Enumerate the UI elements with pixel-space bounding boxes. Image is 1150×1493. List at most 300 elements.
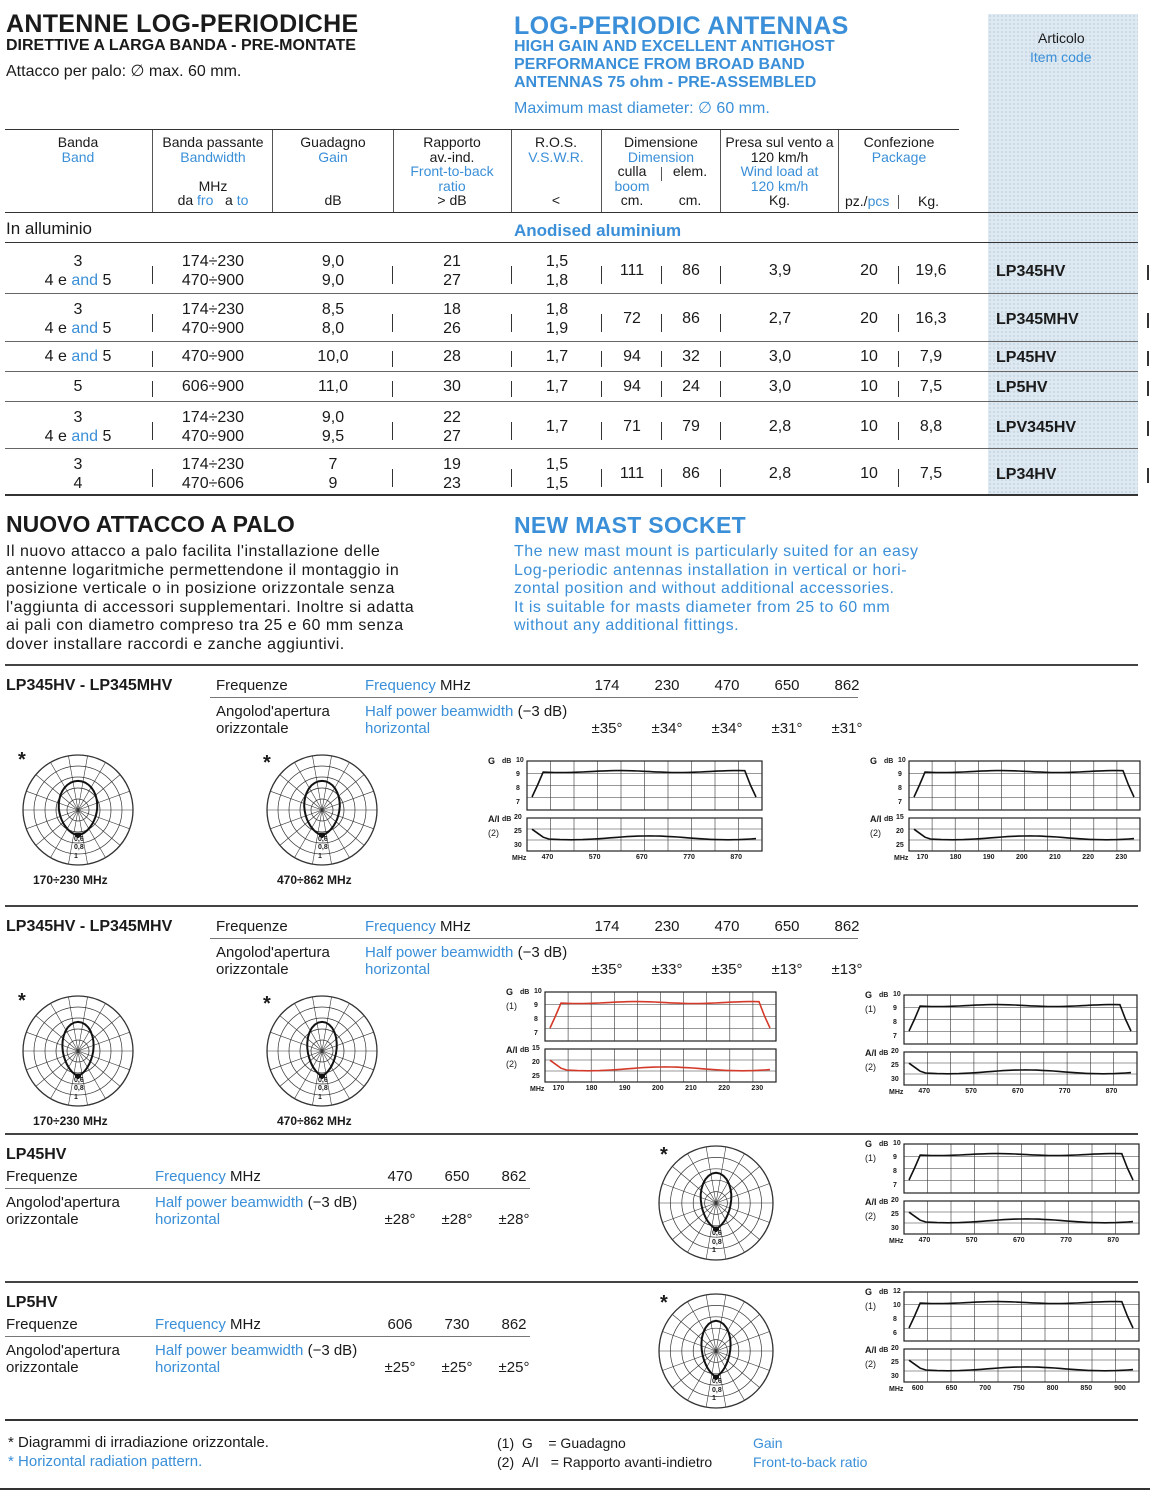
polar-scale-label: 0,6: [318, 1076, 328, 1084]
col-divider: [511, 130, 512, 212]
caption-uhf: 470÷862 MHz: [277, 873, 352, 887]
row-boom: 94: [623, 348, 641, 365]
angle-value: ±35°: [591, 720, 623, 737]
cell-divider: [511, 314, 512, 332]
x-tick: 670: [636, 854, 648, 861]
angle-label-1: Angolod'apertura: [6, 1342, 120, 1359]
freq-rule: [5, 1336, 530, 1337]
row-marker: [1147, 265, 1149, 280]
row-freq-2: 470÷606: [181, 475, 245, 492]
star-marker: *: [263, 993, 271, 1015]
row-gain-2: 10,0: [317, 348, 349, 365]
x-tick: 230: [1115, 854, 1128, 861]
cell-divider: [898, 469, 899, 487]
table-top-rule: [5, 129, 959, 130]
row-rule: [5, 448, 1138, 449]
horizontal-label: horizontal: [365, 720, 431, 737]
x-tick: 170: [552, 1085, 565, 1092]
cell-divider: [511, 351, 512, 367]
cell-divider: [898, 314, 899, 332]
hpbw-en: Half power beamwidth: [155, 1194, 304, 1211]
x-tick: 870: [730, 854, 743, 861]
ai-tick: 30: [514, 842, 522, 849]
band-text-en: and: [71, 272, 99, 289]
hpbw-label: [365, 944, 567, 961]
row-wind: 2,8: [768, 465, 792, 482]
sub-divider: [898, 195, 899, 209]
ai-note: (2): [506, 1059, 517, 1069]
cell-divider: [392, 381, 393, 397]
polar-scale-label: 0,6: [318, 835, 328, 843]
ai-note: (2): [865, 1359, 876, 1369]
mast-line-en: without any additional fittings.: [514, 617, 740, 635]
gain-axis-label: G: [865, 990, 873, 1000]
x-tick: 570: [588, 854, 601, 861]
row-pcs: 20: [860, 310, 878, 327]
cell-divider: [661, 469, 662, 487]
ai-tick: 30: [891, 1076, 899, 1083]
gain-tick: 10: [534, 988, 542, 995]
row-elem: 86: [682, 262, 700, 279]
cell-divider: [152, 351, 153, 367]
gain-tick: 12: [893, 1288, 901, 1295]
angle-value: ±34°: [711, 720, 743, 737]
row-freq-1: 174÷230: [181, 409, 245, 426]
cell-divider: [720, 381, 721, 397]
cell-divider: [152, 422, 153, 440]
gain-axis-label: G: [488, 756, 496, 766]
header-bottom-rule: [5, 212, 1138, 213]
row-vswr: 1,7: [545, 348, 569, 365]
x-tick: 190: [982, 854, 995, 861]
ai-chart: [908, 817, 1142, 853]
polar-scale-label: 1: [712, 1247, 716, 1255]
ai-tick: 15: [532, 1045, 540, 1052]
frequency-en: Frequency: [155, 1316, 226, 1333]
row-freq-2: 470÷900: [181, 272, 245, 289]
cell-divider: [720, 469, 721, 487]
footer-rule: [5, 1419, 1138, 1421]
row-marker: [1147, 421, 1149, 436]
ai-note: (2): [870, 828, 881, 838]
star-marker: *: [18, 749, 26, 771]
col-divider: [393, 130, 394, 212]
row-vswr-2: 1,8: [545, 272, 569, 289]
row-freq-2: 606÷900: [181, 378, 245, 395]
gain-axis-label: G: [506, 987, 514, 997]
mount-en: Maximum mast diameter: ∅ 60 mm.: [514, 100, 770, 117]
ai-tick: 25: [896, 842, 904, 849]
band-text: 5: [73, 378, 83, 395]
row-rule: [5, 401, 1138, 402]
x-tick: 210: [1049, 854, 1061, 861]
db-label: dB: [879, 1289, 889, 1296]
row-vswr-1: 1,5: [545, 456, 569, 473]
hpbw-label: [365, 703, 567, 720]
cell-divider: [392, 422, 393, 440]
row-elem: 86: [682, 465, 700, 482]
caption-vhf: 170÷230 MHz: [33, 1114, 108, 1128]
ai-tick: 25: [514, 828, 522, 835]
polar-scale-label: 0,6: [74, 835, 84, 843]
x-tick: 470: [918, 1088, 931, 1095]
angle-value: ±13°: [831, 961, 863, 978]
block-rule: [5, 905, 1138, 907]
cell-divider: [898, 351, 899, 367]
model-name: LP5HV: [6, 1294, 58, 1311]
row-band-2: [8, 320, 148, 338]
block-rule: [5, 1133, 1138, 1135]
mhz-axis-label: MHz: [512, 855, 527, 862]
row-kg: 8,8: [919, 418, 943, 435]
polar-pattern-uhf: [261, 749, 383, 871]
ai-axis-label: A/I: [870, 814, 882, 824]
mhz-unit: MHz: [440, 677, 471, 694]
row-vswr-2: 1,9: [545, 320, 569, 337]
row-boom: 71: [623, 418, 641, 435]
gain-tick: 7: [893, 1033, 897, 1040]
gain-axis-label: G: [870, 756, 878, 766]
ai-chart: [903, 1051, 1139, 1087]
ai-tick: 30: [891, 1373, 899, 1380]
band-text: 5: [98, 272, 112, 289]
hpbw-en: Half power beamwidth: [365, 944, 514, 961]
cell-divider: [661, 314, 662, 332]
minus3: (−3 dB): [307, 1194, 358, 1211]
row-gain-1: 9,0: [321, 253, 345, 270]
gain-axis-label: G: [865, 1139, 873, 1149]
gain-tick: 7: [898, 799, 902, 806]
frequenze-label: Frequenze: [6, 1316, 78, 1333]
row-item-code: LPV345HV: [996, 419, 1077, 436]
band-text: 5: [98, 428, 112, 445]
row-band-2: [8, 272, 148, 290]
th-bandwidth: Banda passante Bandwidth MHz da fro a to: [162, 134, 264, 208]
ai-tick: 20: [514, 814, 522, 821]
gain-chart: [903, 1143, 1141, 1195]
frequenze-label: Frequenze: [6, 1168, 78, 1185]
row-boom: 72: [623, 310, 641, 327]
mast-text-it: [6, 543, 414, 655]
gain-chart: [544, 991, 778, 1043]
row-wind: 3,0: [768, 378, 792, 395]
gain-tick: 10: [516, 757, 524, 764]
cell-divider: [601, 381, 602, 397]
ai-tick: 25: [891, 1062, 899, 1069]
row-gain-2: 9: [328, 475, 338, 492]
th-elem: elem. cm.: [672, 163, 708, 208]
row-ftb-2: 26: [443, 320, 461, 337]
polar-scale-label: 0,8: [74, 1085, 84, 1093]
angle-value: ±28°: [441, 1211, 473, 1228]
row-ftb-2: 27: [443, 428, 461, 445]
frequency-en: Frequency: [365, 918, 436, 935]
angle-value: ±25°: [441, 1359, 473, 1376]
block-rule: [5, 664, 1138, 666]
mhz-axis-label: MHz: [889, 1089, 904, 1096]
row-elem: 24: [682, 378, 700, 395]
mhz-axis-label: MHz: [894, 855, 909, 862]
freq-rule: [210, 938, 858, 939]
mast-line-it: ai pali con diametro compreso tra 25 e 60 mm senza: [6, 617, 404, 635]
mast-title-en: NEW MAST SOCKET: [514, 512, 746, 538]
row-ftb-1: 19: [443, 456, 461, 473]
col-divider: [720, 130, 721, 212]
gain-axis-label: G: [865, 1287, 873, 1297]
angle-label-1: Angolod'apertura: [6, 1194, 120, 1211]
ai-tick: 25: [891, 1211, 899, 1218]
th-windload: Presa sul vento a 120 km/h Wind load at 120 km/h Kg.: [725, 134, 834, 208]
row-vswr-2: 1,5: [545, 475, 569, 492]
gain-tick: 6: [893, 1330, 897, 1337]
cell-divider: [392, 351, 393, 367]
ai-axis-label: A/I: [865, 1345, 877, 1355]
gain-tick: 10: [893, 991, 901, 998]
freq-value: 230: [654, 677, 680, 694]
cell-divider: [601, 314, 602, 332]
hpbw-label: [155, 1342, 357, 1359]
legend-1: (1) G = Guadagno: [497, 1435, 626, 1451]
row-band-1: 3: [73, 253, 83, 270]
gain-tick: 7: [534, 1030, 538, 1037]
gain-tick: 10: [898, 757, 906, 764]
footer-note-it: * Diagrammi di irradiazione orizzontale.: [8, 1434, 269, 1451]
polar-scale-label: 1: [74, 852, 78, 860]
gain-tick: 9: [893, 1154, 897, 1161]
row-elem: 79: [682, 418, 700, 435]
row-pcs: 10: [860, 418, 878, 435]
ai-tick: 20: [891, 1048, 899, 1055]
cell-divider: [511, 381, 512, 397]
ai-tick: 20: [896, 828, 904, 835]
band-text: 5: [98, 348, 112, 365]
angle-label-1: Angolod'apertura: [216, 703, 330, 720]
row-kg: 7,5: [919, 378, 943, 395]
x-tick: 200: [1016, 854, 1028, 861]
cell-divider: [601, 469, 602, 487]
cell-divider: [392, 314, 393, 332]
db-label: dB: [879, 992, 889, 999]
db-label: dB: [502, 816, 512, 823]
cell-divider: [661, 266, 662, 284]
cell-divider: [661, 351, 662, 367]
angle-value: ±25°: [498, 1359, 530, 1376]
x-tick: 770: [1060, 1237, 1072, 1244]
mast-line-en: It is suitable for masts diameter from 25 to 60 mm: [514, 598, 891, 616]
frequency-label: [155, 1168, 261, 1185]
x-tick: 600: [911, 1385, 924, 1392]
subtitle-en-3: ANTENNAS 75 ohm - PRE-ASSEMBLED: [514, 74, 817, 91]
row-gain-1: 8,5: [321, 301, 345, 318]
x-tick: 220: [718, 1085, 730, 1092]
row-marker: [1147, 351, 1149, 366]
cell-divider: [898, 266, 899, 284]
row-pcs: 10: [860, 465, 878, 482]
row-band-2: [8, 428, 148, 446]
row-freq-2: 470÷900: [181, 348, 245, 365]
minus3: (−3 dB): [517, 944, 568, 961]
gain-chart: [903, 994, 1139, 1046]
cell-divider: [392, 469, 393, 487]
polar-scale-label: 0,8: [74, 844, 84, 852]
ai-note: (2): [488, 828, 499, 838]
row-ftb-1: 18: [443, 301, 461, 318]
section-en: Anodised aluminium: [514, 221, 682, 240]
gain-tick: 8: [898, 785, 902, 792]
row-gain-2: 11,0: [318, 378, 348, 395]
row-kg: 16,3: [915, 310, 947, 327]
polar-scale-label: 1: [74, 1093, 78, 1101]
row-gain-2: 9,0: [321, 272, 345, 289]
angle-value: ±13°: [771, 961, 803, 978]
row-marker: [1147, 313, 1149, 328]
row-kg: 19,6: [915, 262, 947, 279]
ai-tick: 20: [532, 1059, 540, 1066]
row-band-2: [8, 378, 148, 396]
x-tick: 900: [1114, 1385, 1126, 1392]
angle-value: ±35°: [591, 961, 623, 978]
cell-divider: [720, 314, 721, 332]
band-text: 4 e: [44, 272, 72, 289]
band-text: 4 e: [44, 428, 72, 445]
legend-2-en: Front-to-back ratio: [753, 1454, 868, 1470]
mhz-axis-label: MHz: [889, 1386, 904, 1393]
db-label: dB: [879, 1050, 889, 1057]
page-title-en: LOG-PERIODIC ANTENNAS: [514, 12, 849, 40]
row-ftb-2: 23: [443, 475, 461, 492]
row-band-2: [8, 348, 148, 366]
mast-title-it: NUOVO ATTACCO A PALO: [6, 511, 295, 537]
star-marker: *: [660, 1144, 668, 1166]
ai-axis-label: A/I: [506, 1045, 518, 1055]
gain-tick: 8: [893, 1316, 897, 1323]
polar-scale-label: 0,6: [74, 1076, 84, 1084]
sub-divider: [661, 167, 662, 181]
ai-tick: 30: [891, 1225, 899, 1232]
legend-2: (2) A/I = Rapporto avanti-indietro: [497, 1454, 713, 1470]
mast-line-it: l'aggiunta di accessori supplementari. Inoltre si adatta: [6, 598, 415, 616]
cell-divider: [661, 422, 662, 440]
angle-value: ±31°: [831, 720, 863, 737]
cell-divider: [392, 266, 393, 284]
row-gain-2: 8,0: [321, 320, 345, 337]
polar-pattern: [653, 1140, 779, 1266]
ai-tick: 20: [891, 1197, 899, 1204]
ai-chart: [903, 1200, 1141, 1236]
gain-tick: 9: [516, 771, 520, 778]
row-vswr-1: 1,8: [545, 301, 569, 318]
row-ftb-2: 30: [443, 378, 461, 395]
cell-divider: [601, 351, 602, 367]
cell-divider: [601, 266, 602, 284]
gain-tick: 10: [893, 1302, 901, 1309]
footer-note-en: * Horizontal radiation pattern.: [8, 1453, 203, 1470]
horizontal-label: horizontal: [155, 1359, 221, 1376]
subtitle-it: DIRETTIVE A LARGA BANDA - PRE-MONTATE: [6, 37, 356, 54]
x-tick: 800: [1046, 1385, 1059, 1392]
hpbw-en: Half power beamwidth: [365, 703, 514, 720]
horizontal-label: horizontal: [365, 961, 431, 978]
model-name: LP45HV: [6, 1146, 67, 1163]
row-ftb-2: 27: [443, 272, 461, 289]
mhz-axis-label: MHz: [530, 1086, 545, 1093]
row-wind: 3,9: [768, 262, 792, 279]
ai-axis-label: A/I: [488, 814, 500, 824]
gain-note: (1): [506, 1001, 517, 1011]
band-text-en: and: [71, 348, 99, 365]
row-boom: 94: [623, 378, 641, 395]
x-tick: 200: [652, 1085, 664, 1092]
row-band-1: 3: [73, 409, 83, 426]
row-ftb-1: 21: [443, 253, 461, 270]
cell-divider: [511, 266, 512, 284]
cell-divider: [152, 469, 153, 487]
cell-divider: [511, 469, 512, 487]
gain-chart: [903, 1291, 1141, 1343]
row-wind: 3,0: [768, 348, 792, 365]
x-tick: 190: [618, 1085, 631, 1092]
row-item-code: LP34HV: [996, 466, 1057, 483]
th-pcs: pz./pcs: [845, 193, 890, 209]
polar-pattern-vhf: [17, 749, 139, 871]
gain-tick: 8: [516, 785, 520, 792]
ai-tick: 20: [891, 1345, 899, 1352]
x-tick: 170: [916, 854, 929, 861]
freq-value: 862: [834, 918, 860, 935]
row-freq-2: 470÷900: [181, 428, 245, 445]
frequency-label: [365, 918, 471, 935]
polar-scale-label: 0,8: [712, 1238, 722, 1246]
gain-note: (1): [865, 1153, 876, 1163]
col-divider: [601, 130, 602, 212]
cell-divider: [601, 422, 602, 440]
polar-pattern: [653, 1288, 779, 1414]
mhz-axis-label: MHz: [889, 1238, 904, 1245]
x-tick: 650: [945, 1385, 958, 1392]
x-tick: 180: [585, 1085, 598, 1092]
gain-chart: [908, 760, 1142, 812]
freq-value: 650: [774, 918, 800, 935]
freq-value: 730: [444, 1316, 470, 1333]
page-bottom-rule: [0, 1488, 1150, 1490]
frequenze-label: Frequenze: [216, 918, 288, 935]
gain-tick: 8: [893, 1168, 897, 1175]
x-tick: 870: [1105, 1088, 1118, 1095]
row-rule: [5, 371, 1138, 372]
row-boom: 111: [619, 262, 645, 279]
row-wind: 2,7: [768, 310, 792, 327]
angle-label-1: Angolod'apertura: [216, 944, 330, 961]
angle-value: ±35°: [711, 961, 743, 978]
gain-tick: 7: [893, 1182, 897, 1189]
angle-label-2: orizzontale: [216, 720, 289, 737]
cell-divider: [720, 422, 721, 440]
ai-axis-label: A/I: [865, 1048, 877, 1058]
th-boom: culla boom cm.: [614, 163, 650, 208]
row-elem: 32: [682, 348, 700, 365]
mast-line-it: Il nuovo attacco a palo facilita l'installazione delle: [6, 543, 381, 560]
polar-pattern-uhf: [261, 990, 383, 1112]
freq-value: 650: [774, 677, 800, 694]
freq-value: 650: [444, 1168, 470, 1185]
star-marker: *: [660, 1292, 668, 1314]
row-item-code: LP345MHV: [996, 311, 1079, 328]
horizontal-label: horizontal: [155, 1211, 221, 1228]
frequency-label: [155, 1316, 261, 1333]
star-marker: *: [18, 990, 26, 1012]
x-tick: 770: [1058, 1088, 1071, 1095]
row-ftb-1: 22: [443, 409, 461, 426]
